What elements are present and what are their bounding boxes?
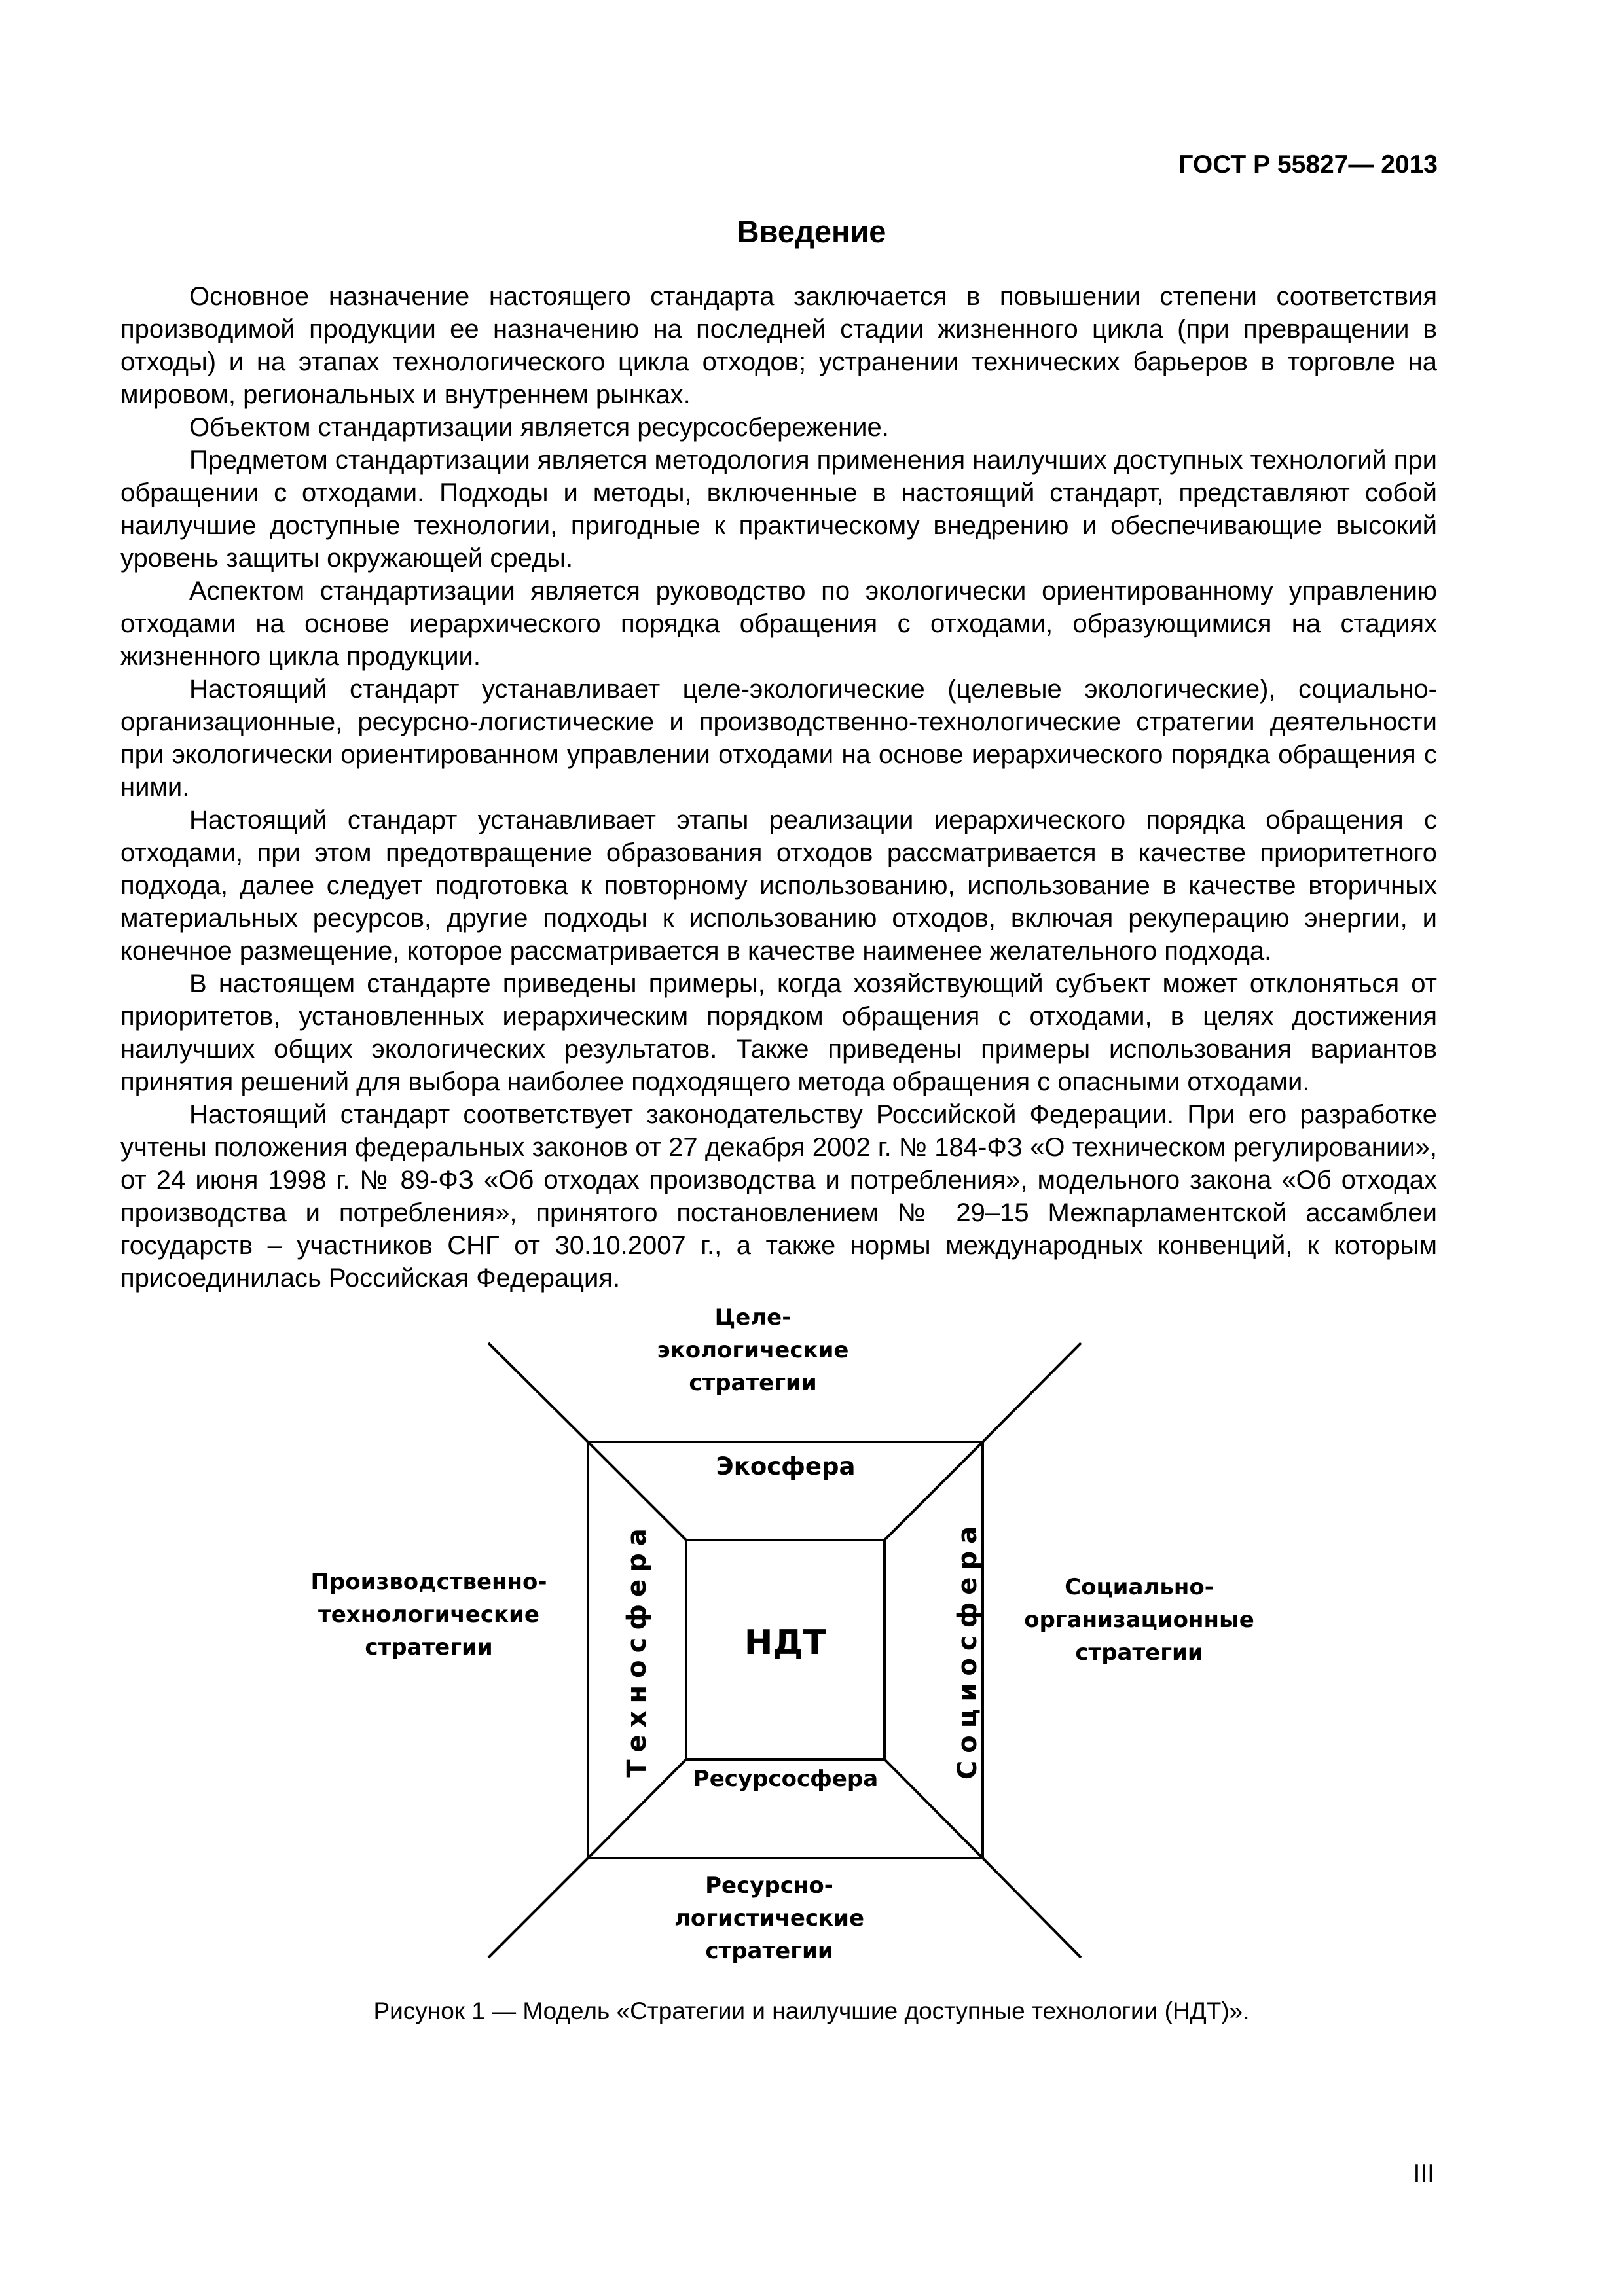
left-strategy-label: Производственно- технологические стратегии (310, 1569, 547, 1660)
outer-square (588, 1442, 983, 1858)
figure-caption: Рисунок 1 — Модель «Стратегии и наилучшие доступные технологии (НДТ)». (373, 1998, 1250, 2024)
paragraph: Предметом стандартизации является методология применения наилучших доступных технологий при обращении с отходами. Подходы и методы, включенные в настоящий стандарт, представляют собой наилучшие доступные технологии, пригодные к практическому внедрению и обеспечивающие высокий уровень защиты окружающей среды. (120, 446, 1437, 573)
center-ndt-label: НДТ (744, 1623, 827, 1662)
paragraph: Объектом стандартизации является ресурсосбережение. (189, 413, 889, 442)
diagonal-top-left (488, 1343, 588, 1442)
paragraph: Настоящий стандарт соответствует законодательству Российской Федерации. При его разработке учтены положения федеральных законов от 27 декабря 2002 г. № 184-ФЗ «О техническом регулировании», от 24 июня 1998 г. № 89-ФЗ «Об отходах производства и потребления», модельного закона «Об отходах производства и потребления», принятого постановлением № 29–15 Межпарламентской ассамблеи государств – участников СНГ от 30.10.2007 г., а также нормы международных конвенций, к которым присоединилась Российская Федерация. (120, 1100, 1437, 1293)
body-text (120, 280, 1437, 1295)
paragraph: Настоящий стандарт устанавливает этапы реализации иерархического порядка обращения с отходами, при этом предотвращение образования отходов рассматривается в качестве приоритетного подхода, далее следует подготовка к повторному использованию, использование в качестве вторичных материальных ресурсов, другие подходы к использованию отходов, включая рекуперацию энергии, и конечное размещение, которое рассматривается в качестве наименее желательного подхода. (120, 806, 1437, 965)
page-title: Введение (737, 214, 886, 249)
resourcesphere-label: Ресурсосфера (693, 1766, 879, 1792)
connector-bottom-left (588, 1759, 686, 1858)
bottom-strategy-label: Ресурсно- логистические стратегии (674, 1873, 865, 1964)
diagonal-top-right (983, 1343, 1081, 1442)
sociosphere-label: Социосфера (953, 1518, 983, 1780)
inner-square (686, 1540, 884, 1759)
connector-bottom-right (884, 1759, 983, 1858)
diagonal-bottom-right (983, 1858, 1081, 1958)
paragraph: Аспектом стандартизации является руководство по экологически ориентированному управлению отходами на основе иерархического порядка обращения с отходами, образующимися на стадиях жизненного цикла продукции. (120, 577, 1437, 671)
paragraph: Основное назначение настоящего стандарта заключается в повышении степени соответствия производимой продукции ее назначению на последней стадии жизненного цикла (при превращении в отходы) и на этапах технологического цикла отходов; устранении технических барьеров в торговле на мировом, региональных и внутреннем рынках. (120, 282, 1437, 409)
connector-top-left (588, 1442, 686, 1540)
right-strategy-label: Социально- организационные стратегии (1024, 1574, 1254, 1666)
document-code: ГОСТ Р 55827— 2013 (1178, 151, 1438, 179)
connector-top-right (884, 1442, 983, 1540)
paragraph: Настоящий стандарт устанавливает целе-экологические (целевые экологические), социально-организационные, ресурсно-логистические и производственно-технологические стратегии деятельности при экологически ориентированном управлении отходами на основе иерархического порядка обращения с ними. (120, 675, 1437, 802)
top-strategy-label: Целе- экологические стратегии (657, 1304, 849, 1396)
paragraph: В настоящем стандарте приведены примеры, когда хозяйствующий субъект может отклоняться от приоритетов, установленных иерархическим порядком обращения с отходами, в целях достижения наилучших общих экологических результатов. Также приведены примеры использования вариантов принятия решений для выбора наиболее подходящего метода обращения с опасными отходами. (120, 969, 1437, 1096)
page-number: III (1413, 2160, 1434, 2188)
technosphere-label: Техносфера (622, 1521, 652, 1778)
ecosphere-label: Экосфера (716, 1452, 856, 1480)
diagonal-bottom-left (488, 1858, 588, 1958)
